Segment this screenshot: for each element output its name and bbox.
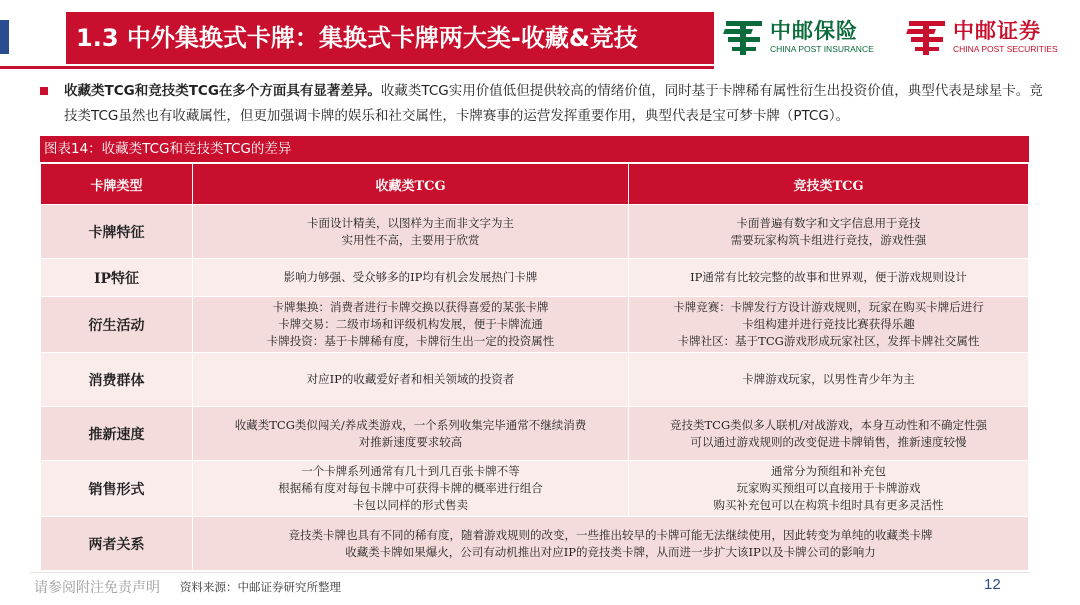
page-number: 12 (984, 576, 1001, 593)
logo-insurance-en: CHINA POST INSURANCE (770, 44, 874, 54)
table-header-row (41, 164, 1029, 205)
cell-text-line: IP通常有比较完整的故事和世界观，便于游戏规则设计 (690, 270, 967, 284)
collectible-cell (193, 259, 629, 297)
cell-text-line: 竞技类卡牌也具有不同的稀有度，随着游戏规则的改变，一些推出较早的卡牌可能无法继续使用，因此转变为单纯的收藏类卡牌 (288, 527, 933, 542)
row-label: IP特征 (41, 259, 193, 297)
header-underline (0, 66, 714, 69)
table-row (41, 353, 1029, 407)
competitive-cell (629, 407, 1029, 461)
cell-text-line: 卡牌游戏玩家，以男性青少年为主 (742, 372, 915, 386)
cell-text-line: 竞技类TCG类似多人联机/对战游戏，本身互动性和不确定性强 (669, 417, 988, 432)
comparison-table (40, 163, 1029, 571)
table-row (41, 461, 1029, 517)
row-label: 两者关系 (41, 517, 193, 571)
intro-body-text: 收藏类TCG实用价值低但提供较高的情绪价值，同时基于卡牌稀有属性衍生出投资价值，典型代表是球星卡。竞技类TCG虽然也有收藏属性，但更加强调卡牌的娱乐和社交属性，卡牌赛事的运营发挥重要作用，典型代表是宝可梦卡牌（PTCG）。 (64, 83, 1043, 124)
header-card-type: 卡牌类型 (41, 164, 193, 205)
intro-paragraph (64, 79, 1054, 129)
cell-text-line: 卡包以同样的形式售卖 (353, 498, 468, 512)
collectible-cell (193, 353, 629, 407)
table-row (41, 517, 1029, 571)
merged-cell (193, 517, 1029, 571)
row-label: 消费群体 (41, 353, 193, 407)
cell-text-line: 卡牌交易：二级市场和评级机构发展，便于卡牌流通 (278, 317, 543, 331)
collectible-cell (193, 205, 629, 259)
cell-text-line: 根据稀有度对每包卡牌中可获得卡牌的概率进行组合 (278, 481, 543, 495)
bullet-square-icon (40, 87, 48, 95)
cell-text-line: 玩家购买预组可以直接用于卡牌游戏 (736, 481, 921, 495)
cell-text-line: 卡组构建并进行竞技比赛获得乐趣 (742, 317, 915, 331)
cell-text-line: 收藏类TCG类似闯关/养成类游戏，一个系列收集完毕通常不继续消费 (234, 417, 587, 432)
cell-text-line: 卡牌竞赛：卡牌发行方设计游戏规则，玩家在购买卡牌后进行 (673, 300, 984, 314)
post-emblem-green-icon (722, 15, 766, 59)
table-row (41, 205, 1029, 259)
table-row (41, 297, 1029, 353)
source-note: 资料来源：中邮证券研究所整理 (180, 580, 341, 594)
cell-text-line: 一个卡牌系列通常有几十到几百张卡牌不等 (301, 464, 520, 478)
competitive-cell (629, 461, 1029, 517)
figure-caption: 图表14：收藏类TCG和竞技类TCG的差异 (40, 136, 1029, 162)
cell-text-line: 对应IP的收藏爱好者和相关领域的投资者 (306, 372, 515, 386)
cell-text-line: 卡牌投资：基于卡牌稀有度，卡牌衍生出一定的投资属性 (266, 334, 555, 348)
cell-text-line: 影响力够强、受众够多的IP均有机会发展热门卡牌 (283, 270, 538, 284)
cell-text-line: 可以通过游戏规则的改变促进卡牌销售，推新速度较慢 (690, 434, 967, 449)
slide-title: 1.3 中外集换式卡牌：集换式卡牌两大类-收藏&竞技 (66, 12, 714, 64)
cell-text-line: 卡牌社区：基于TCG游戏形成玩家社区，发挥卡牌社交属性 (677, 334, 980, 348)
collectible-cell (193, 407, 629, 461)
cell-text-line: 对推新速度要求较高 (358, 434, 463, 449)
row-label: 衍生活动 (41, 297, 193, 353)
header-collectible-tcg: 收藏类TCG (193, 164, 629, 205)
collectible-cell (193, 461, 629, 517)
competitive-cell (629, 297, 1029, 353)
collectible-cell (193, 297, 629, 353)
cell-text-line: 卡面设计精美，以图样为主而非文字为主 (307, 215, 514, 230)
cell-text-line: 卡面普遍有数字和文字信息用于竞技 (736, 215, 921, 230)
footer-divider (30, 572, 1030, 573)
logo-insurance-cn: 中邮保险 (770, 19, 858, 43)
cell-text-line: 购买补充包可以在构筑卡组时具有更多灵活性 (713, 498, 944, 512)
row-label: 销售形式 (41, 461, 193, 517)
table-row (41, 259, 1029, 297)
disclaimer-text: 请参阅附注免责声明 (34, 580, 160, 596)
logo-securities-cn: 中邮证券 (953, 19, 1041, 43)
competitive-cell (629, 259, 1029, 297)
logo-securities-en: CHINA POST SECURITIES (953, 44, 1058, 54)
header-accent-bar (0, 20, 9, 54)
intro-bold-lead: 收藏类TCG和竞技类TCG在多个方面具有显著差异。 (64, 83, 381, 99)
row-label: 卡牌特征 (41, 205, 193, 259)
cell-text-line: 实用性不高，主要用于欣赏 (341, 232, 480, 247)
table-row (41, 407, 1029, 461)
cell-text-line: 卡牌集换：消费者进行卡牌交换以获得喜爱的某张卡牌 (272, 300, 549, 314)
header-competitive-tcg: 竞技类TCG (629, 164, 1029, 205)
cell-text-line: 需要玩家构筑卡组进行竞技，游戏性强 (730, 232, 927, 247)
cell-text-line: 通常分为预组和补充包 (771, 464, 886, 478)
competitive-cell (629, 353, 1029, 407)
post-emblem-red-icon (905, 15, 949, 59)
china-post-securities-logo (905, 14, 1058, 60)
slide-header (0, 0, 1080, 74)
competitive-cell (629, 205, 1029, 259)
china-post-insurance-logo (722, 14, 874, 60)
row-label: 推新速度 (41, 407, 193, 461)
cell-text-line: 收藏类卡牌如果爆火，公司有动机推出对应IP的竞技类卡牌，从而进一步扩大该IP以及卡牌公司的影响力 (345, 544, 876, 559)
